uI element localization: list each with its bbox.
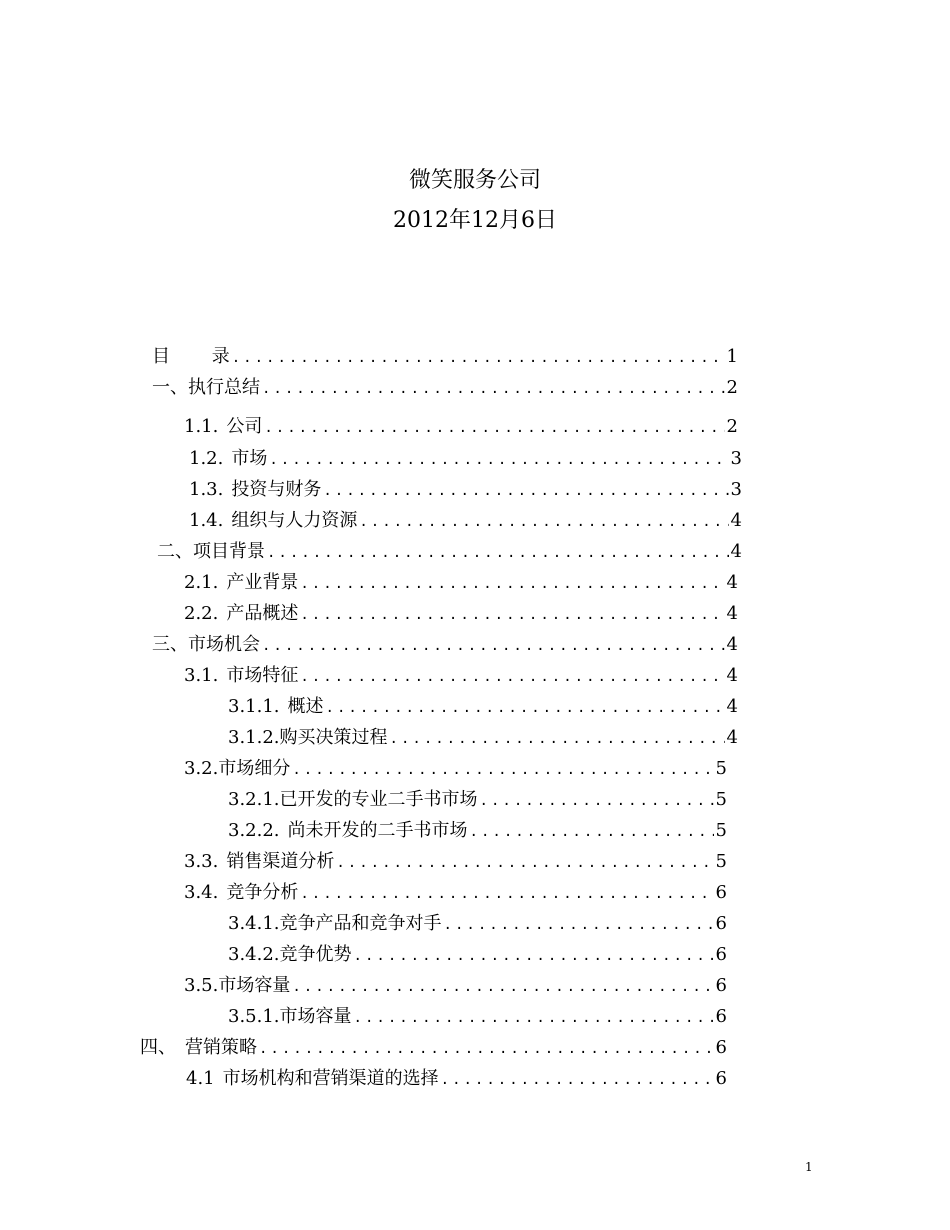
toc-entry[interactable] <box>140 1036 727 1060</box>
toc-dot-leader <box>470 820 714 843</box>
toc-entry-number: 4.1 <box>186 1068 215 1089</box>
toc-entry[interactable] <box>184 571 738 595</box>
toc-entry-number: 3.4.1. <box>228 913 280 934</box>
toc-entry-title: 销售渠道分析 <box>226 851 335 872</box>
toc-entry-page: 1 <box>726 346 738 367</box>
toc-entry[interactable] <box>152 633 738 657</box>
toc-dot-leader <box>354 944 714 967</box>
toc-entry-page: 4 <box>726 603 738 624</box>
toc-entry-number: 3.3. <box>184 851 219 872</box>
toc-entry-title: 组织与人力资源 <box>231 510 358 531</box>
toc-entry-number: 3.5.1. <box>228 1006 280 1027</box>
toc-entry[interactable] <box>184 881 727 905</box>
toc-entry-page: 5 <box>715 820 727 841</box>
toc-entry-title: 已开发的专业二手书市场 <box>279 789 478 810</box>
toc-entry-title: 市场机构和营销渠道的选择 <box>222 1068 439 1089</box>
toc-entry-page: 3 <box>730 479 742 500</box>
toc-entry-page: 6 <box>715 913 727 934</box>
toc-dot-leader <box>300 572 724 595</box>
toc-entry-page: 4 <box>726 696 738 717</box>
toc-entry[interactable] <box>152 376 738 400</box>
toc-dot-leader <box>323 479 728 502</box>
toc-dot-leader <box>326 696 725 719</box>
toc-dot-leader <box>259 1037 714 1060</box>
toc-entry-title: 产品概述 <box>226 603 299 624</box>
toc-entry[interactable] <box>189 509 742 533</box>
toc-entry-page: 4 <box>726 727 738 748</box>
toc-entry-title: 市场细分 <box>218 758 291 779</box>
toc-entry-page: 4 <box>726 665 738 686</box>
toc-entry[interactable] <box>157 540 742 564</box>
toc-entry-title: 竞争分析 <box>226 882 299 903</box>
toc-dot-leader <box>336 851 713 874</box>
toc-entry[interactable] <box>228 726 738 750</box>
page-number: 1 <box>805 1160 813 1174</box>
toc-entry-title: 购买决策过程 <box>279 727 388 748</box>
toc-entry-number: 3.2.1. <box>228 789 280 810</box>
toc-dot-leader <box>267 541 729 564</box>
toc-entry-page: 6 <box>715 882 727 903</box>
toc-entry-number: 3.2.2. <box>228 820 280 841</box>
toc-entry-title: 市场容量 <box>279 1006 352 1027</box>
toc-entry-title: 投资与财务 <box>231 479 322 500</box>
toc-entry-page: 2 <box>726 416 738 437</box>
toc-entry[interactable] <box>189 478 742 502</box>
toc-entry-number: 3.2. <box>184 758 219 779</box>
toc-entry[interactable] <box>186 1067 727 1091</box>
toc-entry[interactable] <box>184 757 727 781</box>
toc-dot-leader <box>300 882 713 905</box>
toc-entry[interactable] <box>228 912 727 936</box>
toc-entry-number: 2.1. <box>184 572 219 593</box>
toc-dot-leader <box>300 665 724 688</box>
toc-dot-leader <box>292 758 713 781</box>
toc-entry-page: 4 <box>730 541 742 562</box>
toc-entry-page: 6 <box>715 944 727 965</box>
toc-entry[interactable] <box>189 447 742 471</box>
toc-entry-title: 市场 <box>231 448 268 469</box>
toc-dot-leader <box>269 448 728 471</box>
toc-dot-leader <box>262 377 725 400</box>
toc-entry-number: 3.5. <box>184 975 219 996</box>
toc-entry[interactable] <box>228 788 727 812</box>
toc-entry-page: 3 <box>730 448 742 469</box>
toc-entry-page: 4 <box>726 634 738 655</box>
toc-entry-page: 6 <box>715 1006 727 1027</box>
toc-entry-title: 产业背景 <box>226 572 299 593</box>
toc-entry-number: 2.2. <box>184 603 219 624</box>
toc-entry-title: 一、执行总结 <box>152 377 260 398</box>
toc-entry[interactable] <box>228 943 727 967</box>
toc-dot-leader <box>264 416 724 439</box>
toc-dot-leader <box>359 510 728 533</box>
toc-entry-title: 概述 <box>287 696 324 717</box>
toc-entry-number: 3.4.2. <box>228 944 280 965</box>
toc-dot-leader <box>300 603 724 626</box>
toc-entry-title: 公司 <box>226 416 263 437</box>
toc-entry-number: 3.1.2. <box>228 727 280 748</box>
toc-entry[interactable] <box>228 695 738 719</box>
toc-entry-page: 5 <box>715 789 727 810</box>
toc-entry-number: 1.4. <box>189 510 224 531</box>
toc-entry-page: 5 <box>715 851 727 872</box>
toc-dot-leader <box>480 789 714 812</box>
toc-entry[interactable] <box>228 1005 727 1029</box>
toc-dot-leader <box>232 346 725 369</box>
toc-entry-title: 市场容量 <box>218 975 291 996</box>
toc-entry-title: 竞争产品和竞争对手 <box>279 913 442 934</box>
toc-entry[interactable] <box>152 345 738 369</box>
toc-entry-number: 3.1.1. <box>228 696 280 717</box>
toc-entry-number: 1.1. <box>184 416 219 437</box>
toc-entry-number: 1.2. <box>189 448 224 469</box>
toc-dot-leader <box>441 1068 714 1091</box>
company-name: 微笑服务公司 <box>408 168 541 193</box>
toc-entry-title: 尚未开发的二手书市场 <box>287 820 468 841</box>
toc-entry-title: 目 录 <box>152 346 230 367</box>
toc-entry-page: 2 <box>726 377 738 398</box>
toc-entry[interactable] <box>184 664 738 688</box>
toc-entry-page: 5 <box>715 758 727 779</box>
toc-entry-title: 竞争优势 <box>279 944 352 965</box>
toc-entry[interactable] <box>184 974 727 998</box>
toc-entry-title: 四、 营销策略 <box>140 1037 257 1058</box>
toc-dot-leader <box>292 975 713 998</box>
toc-entry-number: 1.3. <box>189 479 224 500</box>
toc-dot-leader <box>444 913 714 936</box>
toc-entry-page: 6 <box>715 975 727 996</box>
toc-entry-page: 6 <box>715 1037 727 1058</box>
toc-entry-number: 3.1. <box>184 665 219 686</box>
toc-entry-title: 二、项目背景 <box>157 541 265 562</box>
toc-dot-leader <box>262 634 725 657</box>
toc-dot-leader <box>390 727 725 750</box>
toc-entry[interactable] <box>184 602 738 626</box>
toc-entry[interactable] <box>184 850 727 874</box>
toc-entry[interactable] <box>228 819 727 843</box>
toc-entry-page: 4 <box>726 572 738 593</box>
toc-entry-page: 6 <box>715 1068 727 1089</box>
toc-entry[interactable] <box>184 415 738 439</box>
toc-entry-number: 3.4. <box>184 882 219 903</box>
document-date: 2012年12月6日 <box>393 208 557 233</box>
toc-entry-title: 市场特征 <box>226 665 299 686</box>
toc-entry-page: 4 <box>730 510 742 531</box>
toc-dot-leader <box>354 1006 714 1029</box>
toc-entry-title: 三、市场机会 <box>152 634 260 655</box>
